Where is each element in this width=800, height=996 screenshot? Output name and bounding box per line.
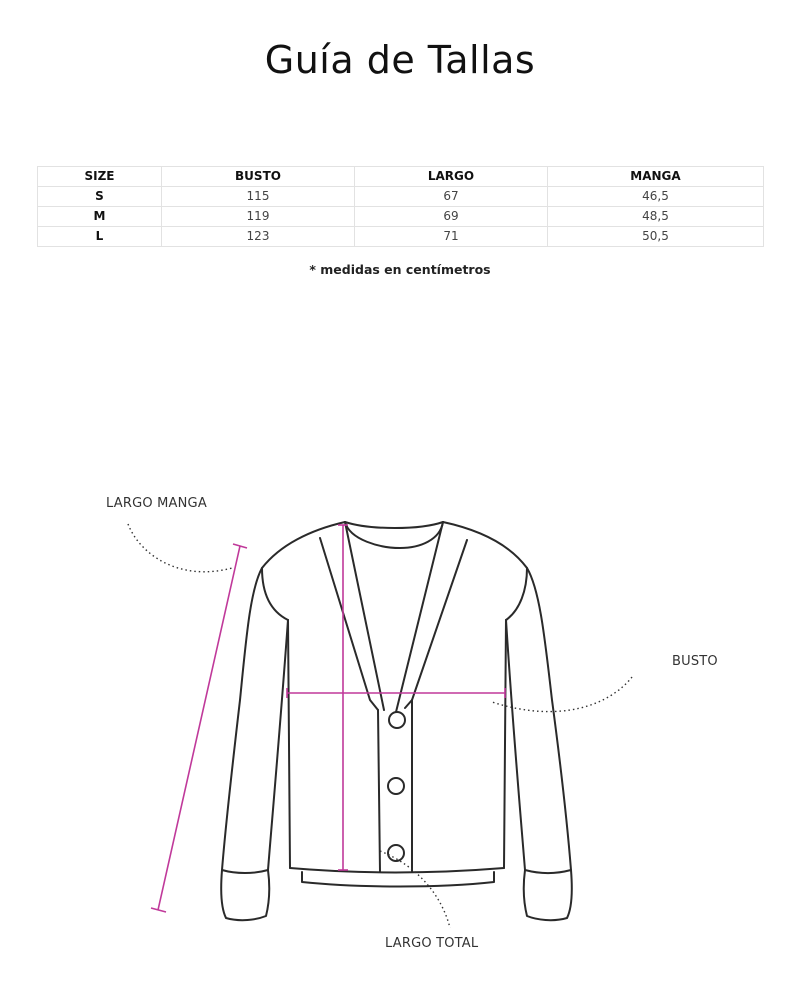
cell-bust: 115 — [162, 187, 355, 207]
units-note: * medidas en centímetros — [309, 262, 491, 277]
button-3 — [388, 845, 404, 861]
cell-length: 71 — [355, 227, 548, 247]
header-sleeve: MANGA — [548, 167, 764, 187]
cell-length: 67 — [355, 187, 548, 207]
label-bust: BUSTO — [672, 654, 718, 669]
header-length: LARGO — [355, 167, 548, 187]
cell-sleeve: 46,5 — [548, 187, 764, 207]
sleeve-measure-line — [158, 546, 240, 910]
cell-sleeve: 50,5 — [548, 227, 764, 247]
header-size: SIZE — [38, 167, 162, 187]
cell-size: S — [38, 187, 162, 207]
label-total-length: LARGO TOTAL — [385, 936, 479, 951]
cell-size: L — [38, 227, 162, 247]
button-2 — [388, 778, 404, 794]
button-1 — [389, 712, 405, 728]
cell-bust: 123 — [162, 227, 355, 247]
label-sleeve-length: LARGO MANGA — [106, 496, 207, 511]
cell-size: M — [38, 207, 162, 227]
buttons — [388, 712, 405, 861]
page-title: Guía de Tallas — [264, 38, 536, 82]
cell-sleeve: 48,5 — [548, 207, 764, 227]
cell-bust: 119 — [162, 207, 355, 227]
cell-length: 69 — [355, 207, 548, 227]
header-bust: BUSTO — [162, 167, 355, 187]
